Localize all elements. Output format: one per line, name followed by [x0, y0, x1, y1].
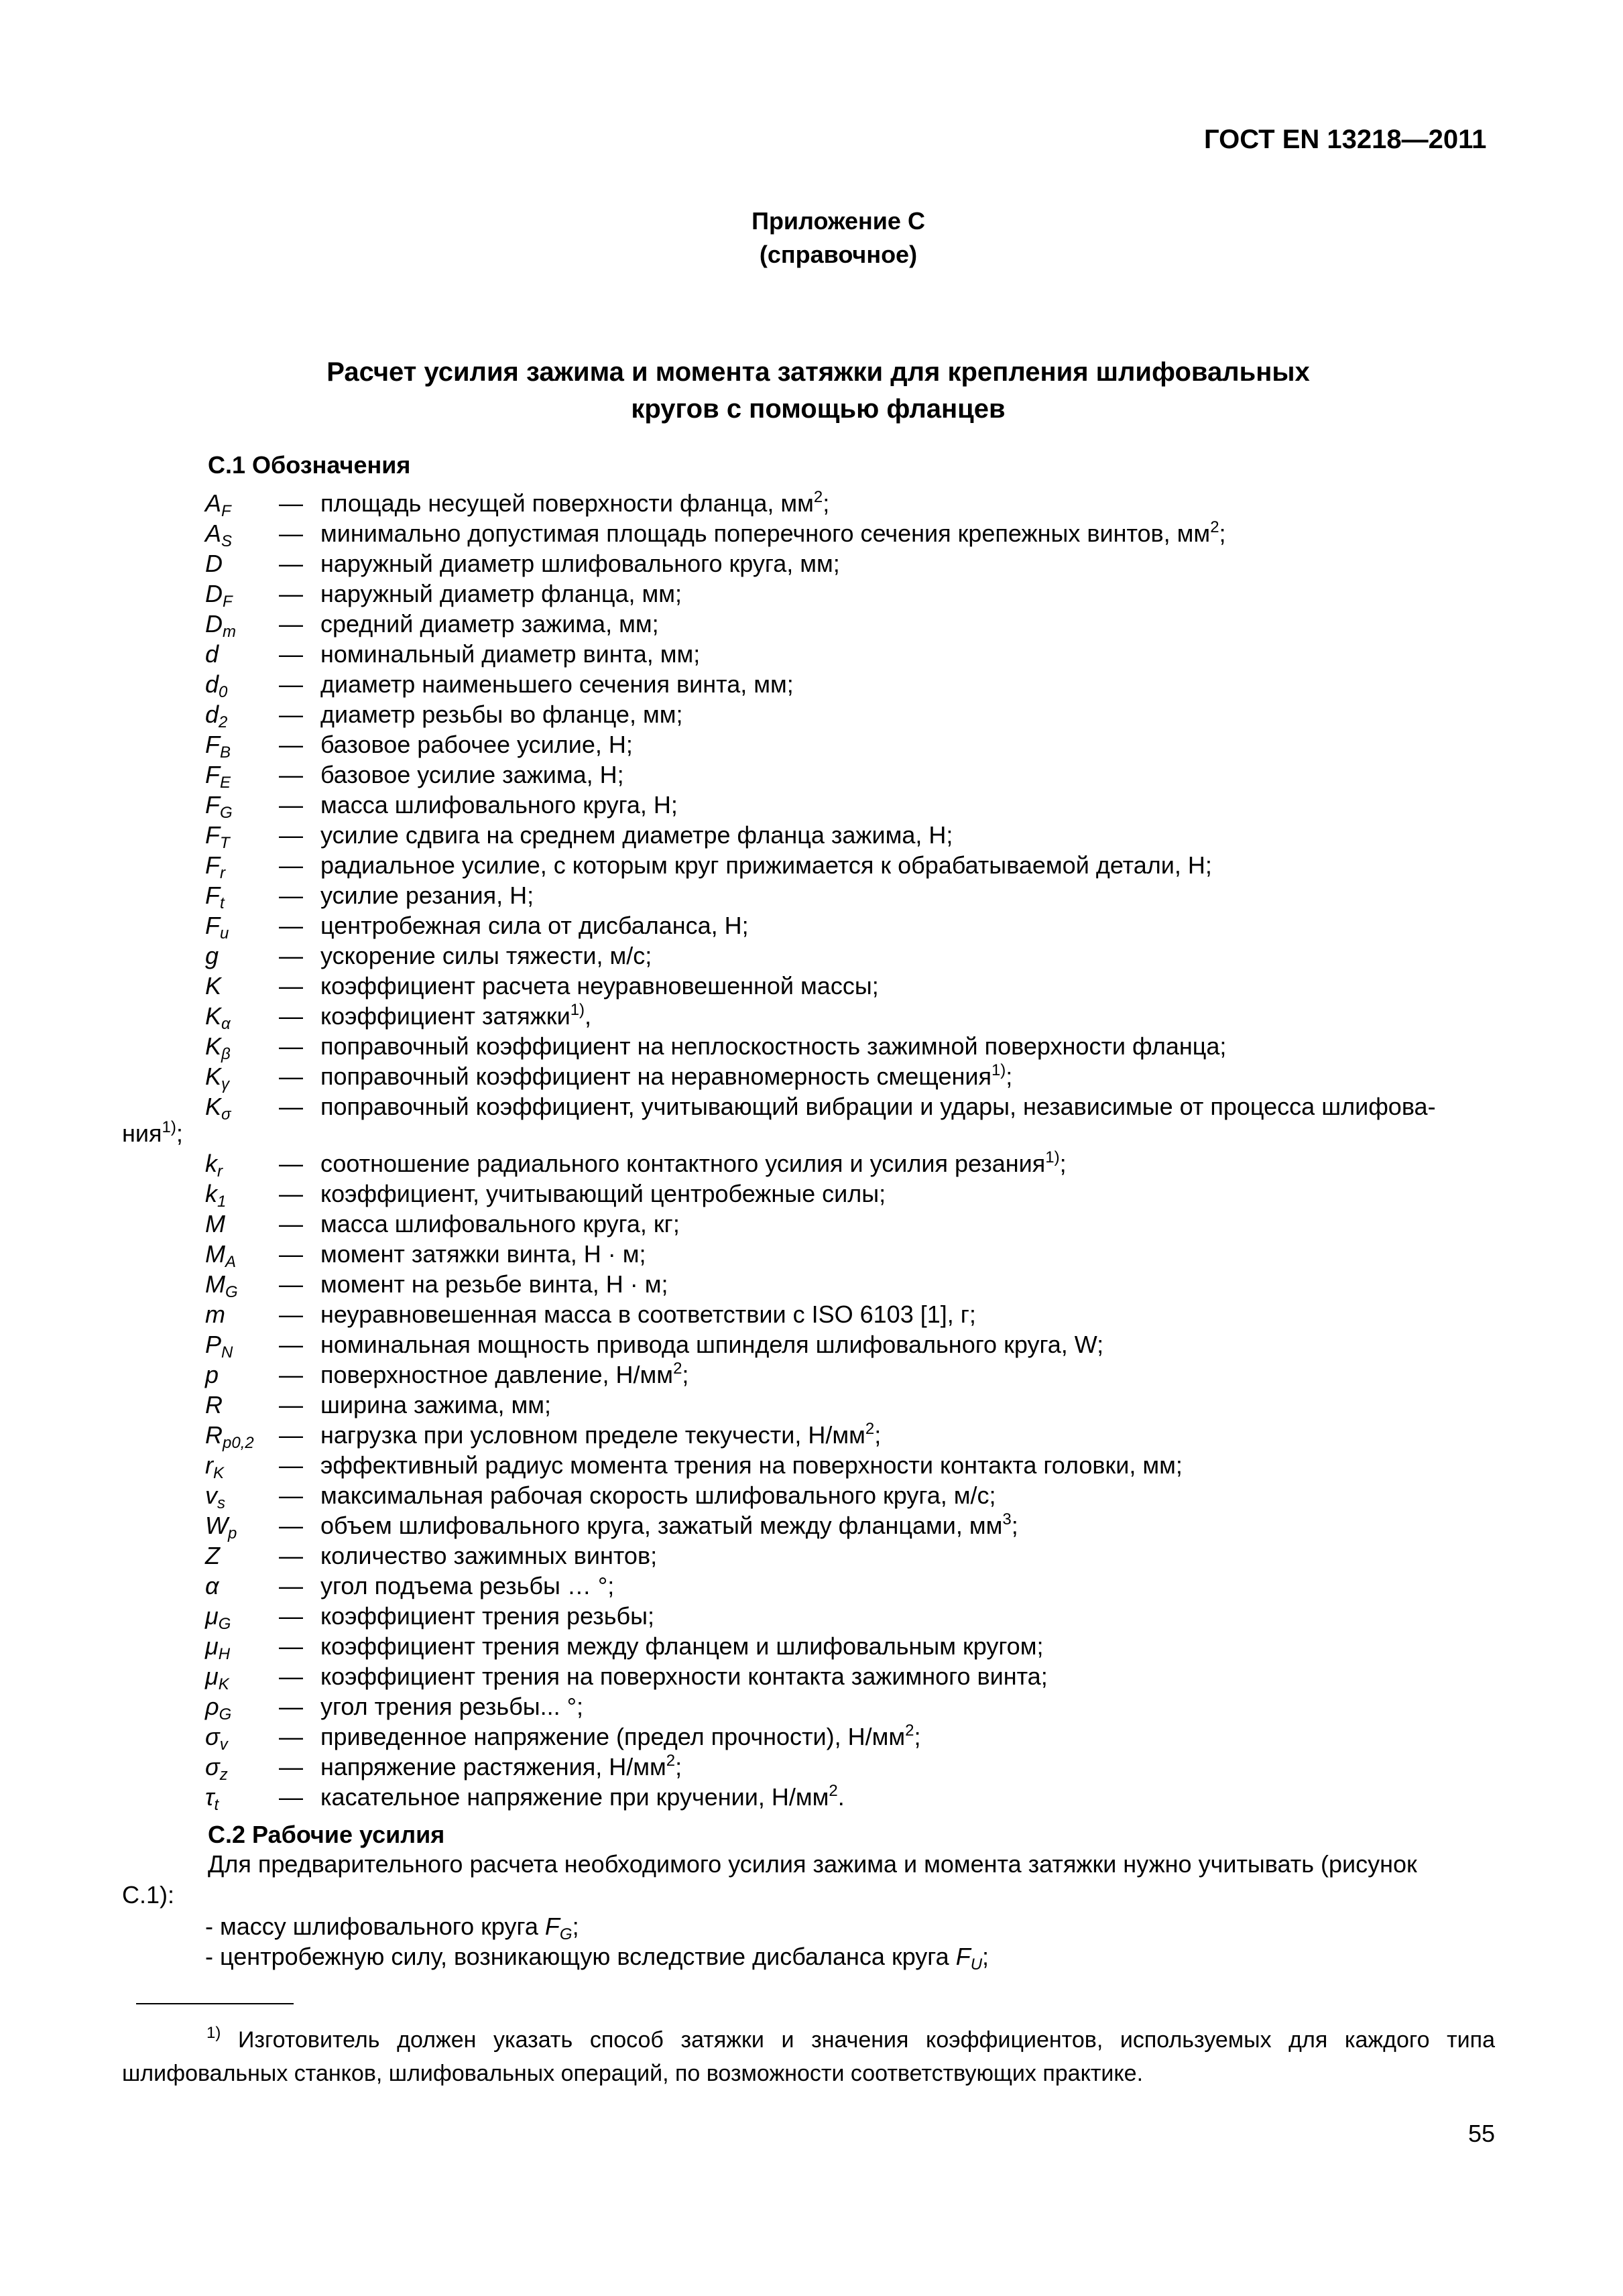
definition-text: коэффициент затяжки$^{1)}$, — [320, 1001, 592, 1030]
definition-text: центробежная сила от дисбаланса, Н; — [320, 912, 749, 939]
definition-text: наружный диаметр шлифовального круга, мм; — [320, 550, 840, 577]
symbol-definition-row — [205, 1329, 1506, 1360]
definition-text: минимально допустимая площадь поперечного сечения крепежных винтов, $мм^2$; — [320, 518, 1226, 547]
symbol-definition-row — [205, 941, 1506, 971]
definition-text: средний диаметр зажима, мм; — [320, 610, 659, 638]
footnote-marker: 1) — [206, 2024, 221, 2042]
symbol-definition-row — [205, 1782, 1506, 1812]
page-number: 55 — [1468, 2120, 1496, 2147]
appendix-heading — [0, 204, 1623, 271]
dash: — — [279, 1210, 303, 1237]
definition-text: коэффициент трения на поверхности контакта зажимного винта; — [320, 1663, 1048, 1690]
dash: — — [279, 821, 303, 849]
dash: — — [279, 640, 303, 668]
definition-text: радиальное усилие, с которым круг прижимается к обрабатываемой детали, Н; — [320, 851, 1212, 879]
symbol: $F_T$ — [205, 821, 230, 852]
symbol-definition-row — [205, 1299, 1506, 1329]
definition-text: коэффициент трения между фланцем и шлифовальным кругом; — [320, 1632, 1044, 1660]
definition-text: площадь несущей поверхности фланца, $мм^2$; — [320, 488, 830, 517]
dash: — — [279, 1663, 303, 1690]
symbol: $\sigma_v$ — [205, 1723, 228, 1754]
dash: — — [279, 1632, 303, 1660]
symbol-definition-row — [205, 880, 1506, 910]
definition-text: диаметр наименьшего сечения винта, мм; — [320, 670, 794, 698]
dash: — — [279, 1572, 303, 1599]
symbol: $D_F$ — [205, 580, 233, 611]
symbol-definition-row — [205, 820, 1506, 850]
dash: — — [279, 851, 303, 879]
symbol: M — [205, 1210, 225, 1237]
definition-text: соотношение радиального контактного усилия и усилия резания$^{1)}$; — [320, 1148, 1067, 1177]
definition-text: базовое усилие зажима, Н; — [320, 761, 624, 788]
symbol: $D_m$ — [205, 610, 236, 641]
symbol-definition-row — [205, 1450, 1506, 1480]
symbol-definition-row — [205, 1148, 1506, 1179]
dash: — — [279, 1301, 303, 1328]
dash: — — [279, 791, 303, 819]
symbol: α — [205, 1572, 219, 1599]
symbol-list — [122, 488, 1506, 1814]
definition-text: эффективный радиус момента трения на поверхности контакта головки, мм; — [320, 1451, 1183, 1479]
dash: — — [279, 912, 303, 939]
bullet-wheel-mass: - массу шлифовального круга $F_G$; — [205, 1913, 579, 1943]
symbol: $\mu_G$ — [205, 1602, 231, 1633]
symbol: K — [205, 972, 222, 1000]
dash: — — [279, 1482, 303, 1509]
dash: — — [279, 1602, 303, 1630]
symbol: $A_F$ — [205, 489, 231, 520]
definition-text: касательное напряжение при кручении, $Н/мм^2$. — [320, 1782, 845, 1811]
symbol: $d_2$ — [205, 701, 228, 731]
dash: — — [279, 1451, 303, 1479]
symbol-definition-row — [205, 971, 1506, 1001]
symbol: $k_r$ — [205, 1150, 223, 1181]
symbol-definition-row — [205, 910, 1506, 941]
symbol-definition-row — [205, 639, 1506, 669]
symbol: $P_N$ — [205, 1331, 233, 1362]
symbol-definition-row — [205, 1540, 1506, 1571]
symbol-definition-row — [205, 729, 1506, 760]
definition-text: номинальная мощность привода шпинделя шлифовального круга, W; — [320, 1331, 1104, 1358]
symbol-definition-row — [205, 518, 1506, 548]
symbol: $\rho_G$ — [205, 1693, 232, 1724]
dash: — — [279, 1723, 303, 1750]
symbol-definition-row — [205, 609, 1506, 639]
dash: — — [279, 489, 303, 517]
symbol-definition-row — [205, 1661, 1506, 1691]
dash: — — [279, 1002, 303, 1030]
symbol: $v_s$ — [205, 1482, 225, 1512]
title-line-2: кругов с помощью фланцев — [631, 394, 1006, 424]
symbol: $F_r$ — [205, 851, 225, 882]
symbol: $k_1$ — [205, 1180, 227, 1211]
document-title — [0, 354, 1623, 428]
definition-text: объем шлифовального круга, зажатый между фланцами, $мм^3$; — [320, 1510, 1018, 1539]
symbol: $F_E$ — [205, 761, 231, 792]
paragraph-line-1: Для предварительного расчета необходимого усилия зажима и момента затяжки нужно учитывать (рисунок — [208, 1850, 1417, 1878]
dash: — — [279, 670, 303, 698]
definition-text: напряжение растяжения, $Н/мм^2$; — [320, 1752, 682, 1780]
symbol: $\sigma_z$ — [205, 1753, 228, 1784]
dash: — — [279, 701, 303, 728]
symbol-definition-row — [205, 1209, 1506, 1239]
definition-continuation: ния$^{1)}$; — [122, 1118, 183, 1147]
bullet-text: - массу шлифовального круга — [205, 1913, 545, 1940]
symbol: $F_G$ — [544, 1913, 573, 1943]
definition-text: усилие сдвига на среднем диаметре фланца зажима, Н; — [320, 821, 953, 849]
symbol-definition-row — [205, 1091, 1506, 1122]
symbol: $K_\gamma$ — [205, 1063, 230, 1093]
symbol-definition-row — [205, 1001, 1506, 1031]
bullet-text: - центробежную силу, возникающую вследствие дисбаланса круга — [205, 1943, 956, 1970]
definition-text: неуравновешенная масса в соответствии с ISO 6103 [1], г; — [320, 1301, 976, 1328]
symbol-definition-row — [205, 548, 1506, 579]
bullet-centrifugal-force: - центробежную силу, возникающую вследствие дисбаланса круга $F_U$; — [205, 1943, 989, 1974]
dash: — — [279, 550, 303, 577]
definition-text: момент затяжки винта, Н · м; — [320, 1240, 646, 1268]
footnote-separator — [136, 2003, 294, 2004]
dash: — — [279, 1512, 303, 1539]
symbol-definition-row — [205, 790, 1506, 820]
symbol: $W_p$ — [205, 1512, 237, 1543]
definition-text: поверхностное давление, $Н/мм^2$; — [320, 1360, 689, 1388]
definition-text: приведенное напряжение (предел прочности), $Н/мм^2$; — [320, 1721, 921, 1750]
symbol: m — [205, 1301, 225, 1328]
definition-text: диаметр резьбы во фланце, мм; — [320, 701, 683, 728]
dash: — — [279, 1180, 303, 1207]
symbol-definition-row — [205, 1390, 1506, 1420]
symbol-definition-row — [205, 1360, 1506, 1390]
dash: — — [279, 1391, 303, 1418]
dash: — — [279, 580, 303, 607]
symbol: $A_S$ — [205, 520, 233, 550]
dash: — — [279, 1783, 303, 1811]
dash: — — [279, 731, 303, 758]
symbol-definition-row — [205, 1031, 1506, 1061]
definition-text: поправочный коэффициент на неплоскостность зажимной поверхности фланца; — [320, 1032, 1227, 1060]
appendix-type: (справочное) — [759, 241, 918, 268]
footnote — [122, 2023, 1495, 2090]
dash: — — [279, 520, 303, 547]
dash: — — [279, 1240, 303, 1268]
dash: — — [279, 942, 303, 969]
dash: — — [279, 1032, 303, 1060]
definition-text: угол подъема резьбы … °; — [320, 1572, 615, 1599]
dash: — — [279, 1753, 303, 1780]
section-heading-c2: С.2 Рабочие усилия — [208, 1821, 445, 1848]
dash: — — [279, 882, 303, 909]
symbol: $K_\sigma$ — [205, 1093, 231, 1124]
dash: — — [279, 1063, 303, 1090]
dash: — — [279, 1270, 303, 1298]
definition-text: поправочный коэффициент, учитывающий вибрации и удары, независимые от процесса шлифова- — [320, 1093, 1436, 1120]
definition-text: поправочный коэффициент на неравномерность смещения$^{1)}$; — [320, 1061, 1013, 1090]
symbol: Z — [205, 1542, 220, 1569]
symbol-definition-row — [205, 1269, 1506, 1299]
symbol-definition-row — [205, 1239, 1506, 1269]
symbol: $F_t$ — [205, 882, 225, 912]
symbol-definition-row — [205, 1420, 1506, 1450]
definition-text: ускорение силы тяжести, м/с; — [320, 942, 652, 969]
symbol: $M_G$ — [205, 1270, 238, 1301]
footnote-text: Изготовитель должен указать способ затяжки и значения коэффициентов, используемых для каждого типа шлифовальных станков, шлифовальных операций, по возможности соответствующих практике. — [122, 2027, 1495, 2086]
dash: — — [279, 610, 303, 638]
symbol: $K_\alpha$ — [205, 1002, 231, 1033]
definition-text: максимальная рабочая скорость шлифовального круга, м/с; — [320, 1482, 996, 1509]
symbol-definition-row — [205, 850, 1506, 880]
symbol: D — [205, 550, 223, 577]
symbol-definition-row — [205, 699, 1506, 729]
dash: — — [279, 972, 303, 1000]
symbol: $r_K$ — [205, 1451, 225, 1482]
symbol-definition-row — [205, 579, 1506, 609]
definition-text: номинальный диаметр винта, мм; — [320, 640, 701, 668]
symbol: $\mu_H$ — [205, 1632, 231, 1663]
symbol: $M_A$ — [205, 1240, 237, 1271]
dash: — — [279, 1693, 303, 1720]
symbol-definition-row — [205, 1510, 1506, 1543]
symbol: $\tau_t$ — [205, 1783, 219, 1814]
definition-text: наружный диаметр фланца, мм; — [320, 580, 682, 607]
dash: — — [279, 1361, 303, 1388]
symbol: g — [205, 942, 219, 969]
symbol: $\mu_K$ — [205, 1663, 229, 1693]
definition-text: количество зажимных винтов; — [320, 1542, 658, 1569]
symbol: $R_{p0,2}$ — [205, 1421, 254, 1452]
symbol: $F_u$ — [205, 912, 229, 943]
definition-text: масса шлифовального круга, Н; — [320, 791, 678, 819]
symbol-definition-row — [205, 488, 1506, 518]
definition-text: момент на резьбе винта, Н · м; — [320, 1270, 668, 1298]
dash: — — [279, 761, 303, 788]
definition-text: усилие резания, Н; — [320, 882, 534, 909]
definition-text: масса шлифовального круга, кг; — [320, 1210, 680, 1237]
symbol-definition-row — [205, 1691, 1506, 1724]
dash: — — [279, 1093, 303, 1120]
symbol: d — [205, 640, 219, 668]
definition-text: коэффициент, учитывающий центробежные силы; — [320, 1180, 886, 1207]
symbol: $K_\beta$ — [205, 1032, 231, 1063]
definition-text: ширина зажима, мм; — [320, 1391, 552, 1418]
symbol: $F_G$ — [205, 791, 233, 822]
dash: — — [279, 1542, 303, 1569]
symbol-definition-row — [205, 1601, 1506, 1631]
symbol-definition-row — [205, 1179, 1506, 1209]
document-code: ГОСТ EN 13218—2011 — [1204, 125, 1487, 154]
symbol-definition-row — [205, 1061, 1506, 1091]
symbol-definition-row — [205, 1752, 1506, 1782]
symbol-definition-row — [205, 1721, 1506, 1752]
definition-text: нагрузка при условном пределе текучести, $Н/мм^2$; — [320, 1420, 882, 1449]
symbol: $d_0$ — [205, 670, 228, 701]
symbol: R — [205, 1391, 223, 1418]
title-line-1: Расчет усилия зажима и момента затяжки для крепления шлифовальных — [326, 357, 1310, 387]
definition-text: коэффициент трения резьбы; — [320, 1602, 655, 1630]
definition-text: базовое рабочее усилие, Н; — [320, 731, 633, 758]
dash: — — [279, 1421, 303, 1449]
symbol-definition-row — [205, 760, 1506, 790]
appendix-label: Приложение С — [752, 207, 925, 235]
symbol-definition-row — [205, 1631, 1506, 1661]
definition-text: угол трения резьбы... °; — [320, 1693, 584, 1720]
symbol: p — [205, 1361, 219, 1388]
dash: — — [279, 1150, 303, 1177]
symbol-definition-row — [205, 669, 1506, 699]
symbol-definition-row — [205, 1571, 1506, 1601]
symbol: $F_U$ — [955, 1943, 983, 1974]
symbol-definition-row — [205, 1480, 1506, 1510]
symbol: $F_B$ — [205, 731, 231, 762]
paragraph-line-2: С.1): — [122, 1881, 175, 1909]
definition-text: коэффициент расчета неуравновешенной массы; — [320, 972, 879, 1000]
dash: — — [279, 1331, 303, 1358]
section-heading-c1: С.1 Обозначения — [208, 451, 411, 479]
